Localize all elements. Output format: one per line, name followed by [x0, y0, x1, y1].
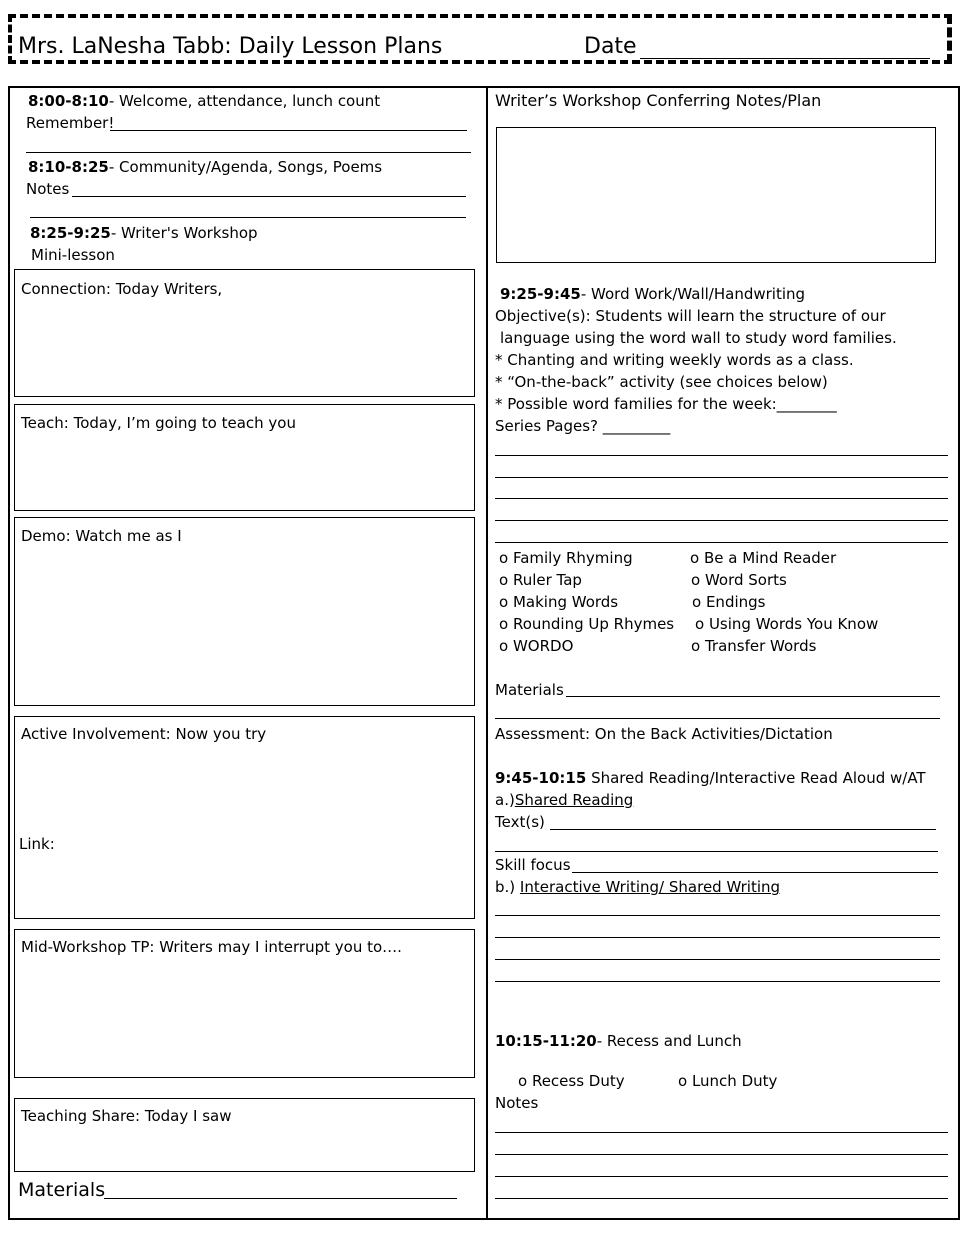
- option-making-words[interactable]: o Making Words: [499, 593, 618, 611]
- remember-label: Remember!: [26, 114, 115, 132]
- schedule-shared-reading: [495, 769, 926, 787]
- demo-label: Demo: Watch me as I: [21, 527, 182, 545]
- option-lunch-duty[interactable]: o Lunch Duty: [678, 1072, 777, 1090]
- writing-line[interactable]: [495, 477, 948, 478]
- date-field-line[interactable]: [640, 58, 930, 59]
- texts-line[interactable]: [550, 829, 936, 830]
- remember-line-2[interactable]: [26, 152, 471, 153]
- series-pages: Series Pages? _________: [495, 417, 671, 435]
- remember-line[interactable]: [110, 130, 467, 131]
- time-label: 10:15-11:20: [495, 1032, 597, 1050]
- teaching-share-label: Teaching Share: Today I saw: [21, 1107, 232, 1125]
- time-label: 8:25-9:25: [30, 224, 111, 242]
- schedule-writers-workshop: [30, 224, 258, 242]
- option-using-words-you-know[interactable]: o Using Words You Know: [695, 615, 878, 633]
- option-endings[interactable]: o Endings: [692, 593, 765, 611]
- time-label: 9:25-9:45: [500, 285, 581, 303]
- link-label: Link:: [19, 835, 55, 853]
- shared-reading-heading: Shared Reading: [514, 791, 634, 809]
- option-word-sorts[interactable]: o Word Sorts: [691, 571, 787, 589]
- schedule-recess: [495, 1032, 742, 1050]
- option-transfer-words[interactable]: o Transfer Words: [691, 637, 816, 655]
- connection-label: Connection: Today Writers,: [21, 280, 223, 298]
- demo-box[interactable]: [14, 517, 475, 706]
- midworkshop-box[interactable]: [14, 929, 475, 1078]
- item-prefix: a.): [495, 791, 515, 809]
- schedule-word-work: [500, 285, 805, 303]
- activity-label: - Word Work/Wall/Handwriting: [580, 285, 806, 303]
- left-materials-line[interactable]: [104, 1198, 457, 1199]
- active-involvement-label: Active Involvement: Now you try: [21, 725, 267, 743]
- notes-line-2[interactable]: [30, 217, 466, 218]
- writing-line[interactable]: [495, 1176, 948, 1177]
- texts-line-2[interactable]: [495, 851, 938, 852]
- interactive-writing-heading: Interactive Writing/ Shared Writing: [519, 878, 781, 896]
- right-materials-line-2[interactable]: [495, 718, 940, 719]
- activity-label: Shared Reading/Interactive Read Aloud w/AT: [586, 769, 926, 787]
- midworkshop-label: Mid-Workshop TP: Writers may I interrupt you to….: [21, 938, 402, 956]
- option-be-a-mind-reader[interactable]: o Be a Mind Reader: [690, 549, 836, 567]
- interactive-writing-item: [495, 878, 780, 896]
- option-rounding-up-rhymes[interactable]: o Rounding Up Rhymes: [499, 615, 674, 633]
- time-label: 8:10-8:25: [28, 158, 109, 176]
- option-recess-duty[interactable]: o Recess Duty: [518, 1072, 625, 1090]
- schedule-welcome: [28, 92, 380, 110]
- minilesson-label: Mini-lesson: [31, 246, 115, 264]
- writing-line[interactable]: [495, 542, 948, 543]
- conferring-notes-box[interactable]: [496, 127, 936, 263]
- writing-line[interactable]: [495, 981, 940, 982]
- writing-line[interactable]: [495, 1132, 948, 1133]
- date-label: Date: [584, 34, 637, 59]
- activity-label: - Welcome, attendance, lunch count: [108, 92, 381, 110]
- objective-line-2: language using the word wall to study word families.: [500, 329, 897, 347]
- time-label: 8:00-8:10: [28, 92, 109, 110]
- item-prefix: b.): [495, 878, 520, 896]
- bullet-word-families: * Possible word families for the week:________: [495, 395, 837, 413]
- notes-line[interactable]: [72, 196, 466, 197]
- time-label: 9:45-10:15: [495, 769, 587, 787]
- schedule-community: [28, 158, 382, 176]
- option-ruler-tap[interactable]: o Ruler Tap: [499, 571, 582, 589]
- teach-box[interactable]: [14, 404, 475, 511]
- conferring-heading: Writer’s Workshop Conferring Notes/Plan: [495, 91, 822, 110]
- activity-label: - Writer's Workshop: [110, 224, 258, 242]
- activity-label: - Recess and Lunch: [596, 1032, 742, 1050]
- connection-box[interactable]: [14, 269, 475, 397]
- writing-line[interactable]: [495, 1198, 948, 1199]
- teaching-share-box[interactable]: [14, 1098, 475, 1172]
- assessment-label: Assessment: On the Back Activities/Dictation: [495, 725, 833, 743]
- skill-focus-line[interactable]: [572, 872, 938, 873]
- texts-label: Text(s): [495, 813, 545, 831]
- activity-label: - Community/Agenda, Songs, Poems: [108, 158, 383, 176]
- page-title: Mrs. LaNesha Tabb: Daily Lesson Plans: [18, 34, 443, 59]
- active-involvement-box[interactable]: [14, 716, 475, 919]
- objective-line-1: Objective(s): Students will learn the structure of our: [495, 307, 886, 325]
- writing-line[interactable]: [495, 915, 940, 916]
- notes-label: Notes: [26, 180, 70, 198]
- bullet-chanting: * Chanting and writing weekly words as a class.: [495, 351, 854, 369]
- bullet-on-the-back: * “On-the-back” activity (see choices below): [495, 373, 828, 391]
- left-materials-label: Materials: [18, 1179, 106, 1201]
- writing-line[interactable]: [495, 498, 948, 499]
- option-family-rhyming[interactable]: o Family Rhyming: [499, 549, 633, 567]
- option-wordo[interactable]: o WORDO: [499, 637, 573, 655]
- teach-label: Teach: Today, I’m going to teach you: [21, 414, 296, 432]
- shared-reading-item: [495, 791, 633, 809]
- right-materials-line[interactable]: [566, 696, 940, 697]
- writing-line[interactable]: [495, 937, 940, 938]
- right-materials-label: Materials: [495, 681, 564, 699]
- skill-focus-label: Skill focus: [495, 856, 571, 874]
- writing-line[interactable]: [495, 1154, 948, 1155]
- writing-line[interactable]: [495, 959, 940, 960]
- writing-line[interactable]: [495, 455, 948, 456]
- writing-line[interactable]: [495, 520, 948, 521]
- column-divider: [486, 86, 488, 1220]
- recess-notes-label: Notes: [495, 1094, 539, 1112]
